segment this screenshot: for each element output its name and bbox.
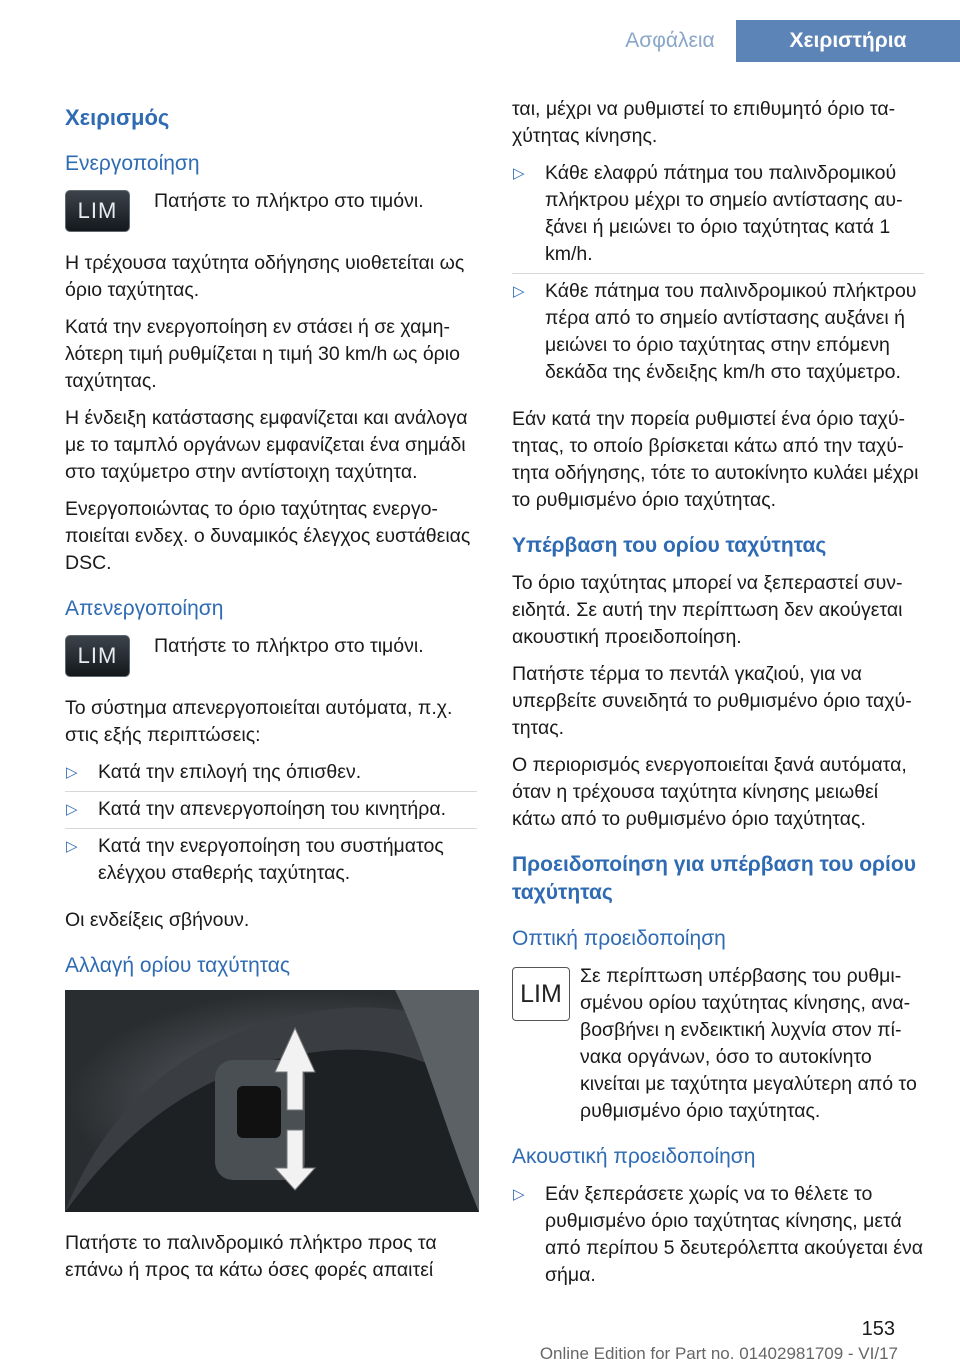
acoustic-warning-heading: Ακουστική προειδοποίηση [512,1145,756,1168]
left-column [65,96,477,1294]
triangle-bullet-icon: ▷ [513,283,525,300]
paragraph: Η τρέχουσα ταχύτητα οδήγησης υιοθετείται ως όριο ταχύτητας. [65,252,465,301]
lim-indicator-icon: LIM [512,967,570,1021]
right-column [512,96,924,1309]
bullet-list [512,160,924,396]
paragraph: Ο περιορισμός ενεργοποιείται ξανά αυτόματα, όταν η τρέχουσα ταχύτητα κίνησης μειωθεί κάτω από το ρυθμισμένο όριο ταχύτητας. [512,754,907,830]
list-item-text: Κατά την επιλογή της όπισθεν. [98,761,362,783]
paragraph: ται, μέχρι να ρυθμιστεί το επιθυμητό όριο ταχύτητας κίνησης. [512,98,896,147]
change-limit-heading: Αλλαγή ορίου ταχύτητας [65,954,291,977]
paragraph: Ενεργοποιώντας το όριο ταχύτητας ενεργοποιείται ενδεχ. ο δυναμικός έλεγχος ευστάθειας DSC. [65,498,471,574]
header-chapter: Χειριστήρια [736,20,960,62]
edition-note: Online Edition for Part no. 01402981709 - VI/17 [539,1344,898,1363]
list-item [512,278,924,396]
header-section: Ασφάλεια [625,29,715,52]
press-button-text: Πατήστε το πλήκτρο στο τιμόνι. [154,635,424,657]
exceed-limit-heading: Υπέρβαση του ορίου ταχύτητας [512,534,827,557]
lim-button-icon: LIM [65,190,130,232]
deactivation-instruction [65,633,477,685]
triangle-bullet-icon: ▷ [66,764,78,781]
visual-warning-block [512,963,924,1125]
paragraph: Το σύστημα απενεργοποιείται αυτόματα, π.χ. στις εξής περιπτώσεις: [65,697,453,746]
list-item-text: Κάθε ελαφρύ πάτημα του παλινδρομικού πλήκτρου μέχρι το σημείο αντίστασης αυξάνει ή μειώνει το όριο ταχύτητας κατά 1 km/h. [545,162,903,265]
paragraph: Σε περίπτωση υπέρβασης του ρυθμισμένου ορίου ταχύτητας κίνησης, αναβοσβήνει η ενδεικτική λυχνία στον πίνακα οργάνων, όσο το αυτοκίνητο κινείται με ταχύτητα μεγαλύτερη από το ρυθμισμένο όριο ταχύτητας. [580,965,917,1122]
section-title: Χειρισμός [65,105,170,130]
list-item-text: Κατά την απενεργοποίηση του κινητήρα. [98,798,447,820]
triangle-bullet-icon: ▷ [66,801,78,818]
triangle-bullet-icon: ▷ [513,1186,525,1203]
warning-heading: Προειδοποίηση για υπέρβαση του ορίου ταχύτητας [512,853,916,904]
list-item-text: Εάν ξεπεράσετε χωρίς να το θέλετε το ρυθμισμένο όριο ταχύτητας κίνησης, μετά από περίπου 5 δευτερόλεπτα ακούγεται ένα σήμα. [545,1183,924,1286]
visual-warning-heading: Οπτική προειδοποίηση [512,927,726,950]
page-number: 153 [861,1318,895,1340]
paragraph: Το όριο ταχύτητας μπορεί να ξεπεραστεί συνειδητά. Σε αυτή την περίπτωση δεν ακούγεται ακουστική προειδοποίηση. [512,572,903,648]
lim-button-icon: LIM [65,635,130,677]
triangle-bullet-icon: ▷ [513,165,525,182]
activation-instruction [65,188,477,240]
paragraph: Οι ενδείξεις σβήνουν. [65,909,250,931]
list-item-text: Κατά την ενεργοποίηση του συστήματος ελέγχου σταθερής ταχύτητας. [98,835,444,884]
steering-wheel-rocker-photo [65,990,479,1212]
paragraph: Κατά την ενεργοποίηση εν στάσει ή σε χαμηλότερη τιμή ρυθμίζεται η τιμή 30 km/h ως όριο ταχύτητας. [65,316,460,392]
paragraph: Πατήστε τέρμα το πεντάλ γκαζιού, για να υπερβείτε συνειδητά το ρυθμισμένο όριο ταχύτητας. [512,663,912,739]
deactivation-heading: Απενεργοποίηση [65,597,224,620]
paragraph: Εάν κατά την πορεία ρυθμιστεί ένα όριο ταχύτητας, το οποίο βρίσκεται κάτω από την ταχύτητα οδήγησης, τότε το αυτοκίνητο κυλάει μέχρι το ρυθμισμένο όριο ταχύτητας. [512,408,919,511]
bullet-list [65,759,477,897]
activation-heading: Ενεργοποίηση [65,152,200,175]
list-item-text: Κάθε πάτημα του παλινδρομικού πλήκτρου πέρα από το σημείο αντίστασης αυξάνει ή μειώνει το όριο ταχύτητας στην επόμενη δεκάδα της ένδειξης km/h στο ταχύμετρο. [545,280,917,383]
triangle-bullet-icon: ▷ [66,838,78,855]
paragraph: Η ένδειξη κατάστασης εμφανίζεται και ανάλογα με το ταμπλό οργάνων εμφανίζεται ένα σημάδι στο ταχύμετρο στην αντίστοιχη ταχύτητα. [65,407,468,483]
bullet-list [512,1181,924,1299]
list-item [512,160,924,278]
list-item [65,833,477,897]
list-item [512,1181,924,1299]
press-button-text: Πατήστε το πλήκτρο στο τιμόνι. [154,190,424,212]
paragraph: Πατήστε το παλινδρομικό πλήκτρο προς τα επάνω ή προς τα κάτω όσες φορές απαιτεί [65,1232,437,1281]
